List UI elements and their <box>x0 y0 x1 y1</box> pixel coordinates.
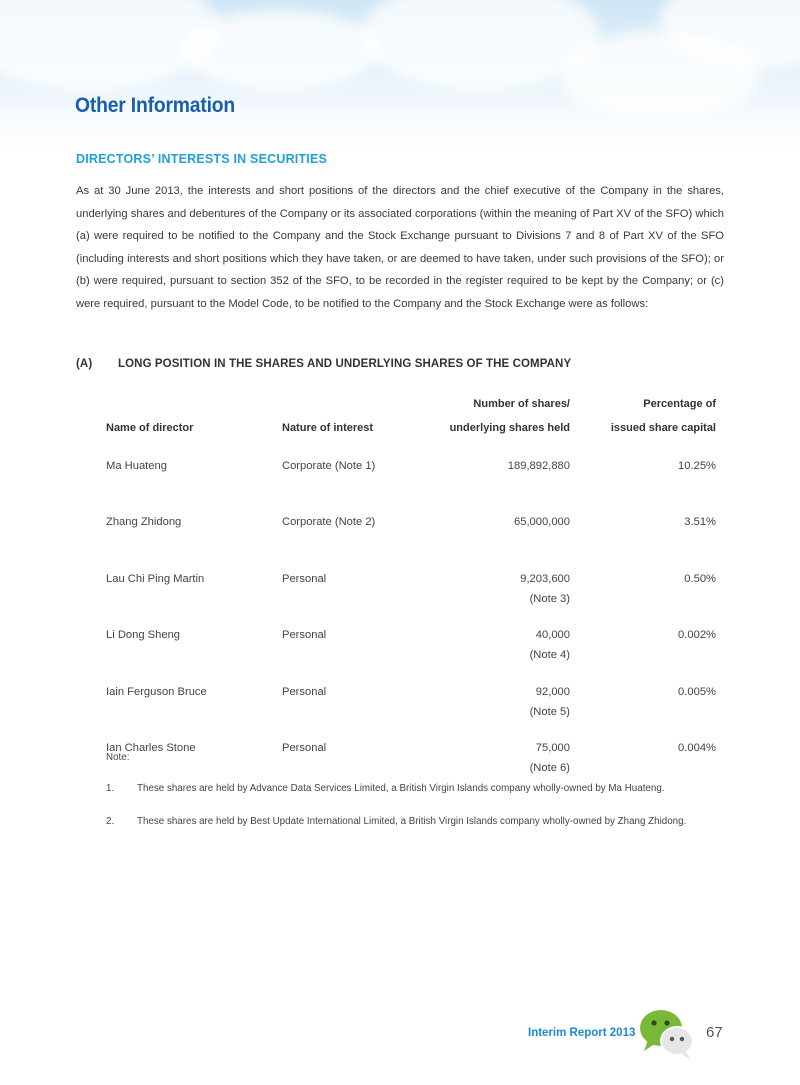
shares-held: 65,000,000 <box>514 516 570 528</box>
interest-nature: Corporate (Note 1) <box>282 460 376 472</box>
header-shares-line2: underlying shares held <box>449 422 570 434</box>
table-row <box>106 738 716 778</box>
note-text: These shares are held by Advance Data Services Limited, a British Virgin Islands company wholly-owned by Ma Huateng. <box>137 783 665 794</box>
report-label: Interim Report 2013 <box>528 1027 636 1039</box>
table-row <box>106 625 716 665</box>
header-name: Name of director <box>106 422 194 434</box>
subsection-heading <box>76 358 571 370</box>
note-reference: (Note 6) <box>529 762 570 774</box>
sky-background <box>0 0 800 150</box>
share-percentage: 10.25% <box>678 460 716 472</box>
interest-nature: Personal <box>282 742 327 754</box>
shares-held: 40,000 <box>535 629 570 641</box>
interest-nature: Corporate (Note 2) <box>282 516 376 528</box>
table-row <box>106 456 716 496</box>
page-title: Other Information <box>75 94 236 117</box>
shares-held: 92,000 <box>535 686 570 698</box>
director-name: Li Dong Sheng <box>106 629 181 641</box>
header-pct-line1: Percentage of <box>643 398 716 410</box>
note-text: These shares are held by Best Update International Limited, a British Virgin Islands company wholly-owned by Zhang Zhidong. <box>137 816 687 827</box>
note-reference: (Note 4) <box>529 649 570 661</box>
page-number: 67 <box>706 1024 723 1041</box>
chat-bubbles-icon <box>636 1004 696 1062</box>
director-name: Lau Chi Ping Martin <box>106 573 205 585</box>
share-percentage: 0.004% <box>678 742 716 754</box>
notes-heading: Note: <box>106 752 130 763</box>
share-percentage: 0.005% <box>678 686 716 698</box>
interest-nature: Personal <box>282 686 327 698</box>
header-pct-line2: issued share capital <box>610 422 716 434</box>
interest-nature: Personal <box>282 629 327 641</box>
note-reference: (Note 3) <box>529 593 570 605</box>
table-row <box>106 682 716 722</box>
note-number: 1. <box>106 783 115 794</box>
note-number: 2. <box>106 816 115 827</box>
director-name: Ma Huateng <box>106 460 167 472</box>
subsection-label: (A) <box>76 358 93 370</box>
interest-nature: Personal <box>282 573 327 585</box>
table-row <box>106 512 716 552</box>
share-percentage: 3.51% <box>684 516 716 528</box>
header-shares-line1: Number of shares/ <box>473 398 570 410</box>
share-percentage: 0.002% <box>678 629 716 641</box>
note-reference: (Note 5) <box>529 706 570 718</box>
director-name: Ian Charles Stone <box>106 742 196 754</box>
director-name: Zhang Zhidong <box>106 516 182 528</box>
intro-paragraph: As at 30 June 2013, the interests and short positions of the directors and the chief executive of the Company in the shares, underlying shares and debentures of the Company or its associated corporations (within the meaning of Part XV of the SFO) which (a) were required to be notified to the Company and the Stock Exchange pursuant to Divisions 7 and 8 of Part XV of the SFO (including interests and short positions which they have taken, or are deemed to have taken, under such provisions of the SFO); or (b) were required, pursuant to section 352 of the SFO, to be recorded in the register required to be kept by the Company; or (c) were required, pursuant to the Model Code, to be notified to the Company and the Stock Exchange were as follows: <box>76 185 724 310</box>
director-name: Iain Ferguson Bruce <box>106 686 207 698</box>
shares-held: 189,892,880 <box>507 460 570 472</box>
shares-held: 9,203,600 <box>520 573 570 585</box>
subsection-title: LONG POSITION IN THE SHARES AND UNDERLYING SHARES OF THE COMPANY <box>118 358 572 370</box>
shares-held: 75,000 <box>535 742 570 754</box>
header-nature: Nature of interest <box>282 422 374 434</box>
table-row <box>106 569 716 609</box>
share-percentage: 0.50% <box>684 573 716 585</box>
section-heading: DIRECTORS’ INTERESTS IN SECURITIES <box>76 152 328 166</box>
